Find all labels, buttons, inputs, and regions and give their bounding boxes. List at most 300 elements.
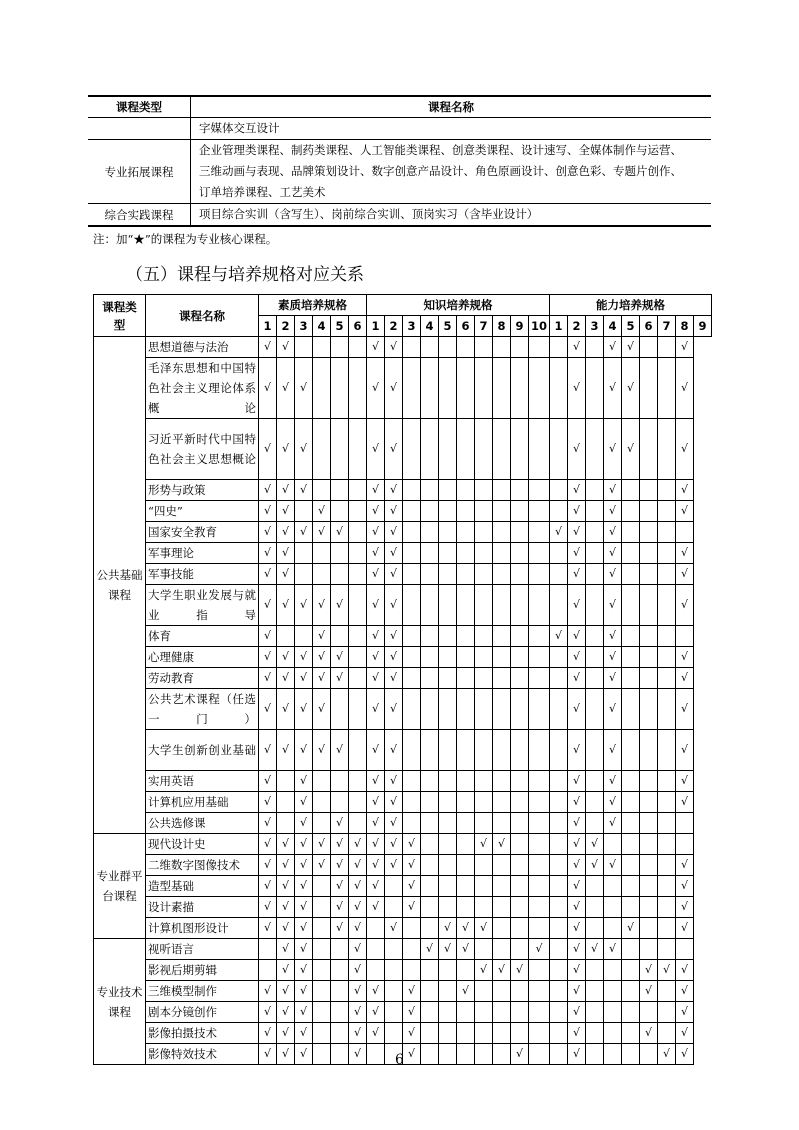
check-cell: [421, 358, 439, 419]
check-cell: √: [385, 918, 403, 939]
check-cell: √: [676, 337, 694, 358]
check-cell: [313, 897, 331, 918]
header-spec-number: 5: [439, 316, 457, 337]
header-spec-number: 1: [550, 316, 568, 337]
check-cell: [457, 358, 475, 419]
table-row: [94, 960, 712, 981]
check-cell: [439, 981, 457, 1002]
category-cell: 专业群平台课程: [94, 834, 146, 939]
check-cell: [550, 813, 568, 834]
check-cell: [439, 855, 457, 876]
check-cell: [622, 960, 640, 981]
check-cell: [622, 522, 640, 543]
table-row: [94, 543, 712, 564]
course-name: 计算机应用基础: [146, 792, 259, 813]
row-courses: [191, 204, 712, 227]
header-spec-number: 7: [658, 316, 676, 337]
check-cell: √: [568, 522, 586, 543]
check-cell: [676, 813, 694, 834]
check-cell: [349, 792, 367, 813]
check-cell: √: [385, 419, 403, 480]
check-cell: [421, 897, 439, 918]
check-cell: √: [676, 480, 694, 501]
check-cell: √: [676, 876, 694, 897]
check-cell: [586, 689, 604, 730]
check-cell: [640, 939, 658, 960]
header-spec-number: 9: [694, 316, 712, 337]
check-cell: [550, 730, 568, 771]
check-cell: [421, 668, 439, 689]
table-row: [94, 689, 712, 730]
course-name: 体育: [146, 626, 259, 647]
check-cell: [331, 501, 349, 522]
header-spec-number: 8: [676, 316, 694, 337]
check-cell: [403, 564, 421, 585]
check-cell: [349, 626, 367, 647]
check-cell: [622, 730, 640, 771]
check-cell: [550, 419, 568, 480]
course-name: 大学生创新创业基础: [146, 730, 259, 771]
check-cell: [493, 876, 511, 897]
check-cell: √: [259, 358, 277, 419]
check-cell: [550, 792, 568, 813]
check-cell: [622, 1023, 640, 1044]
check-cell: √: [277, 1023, 295, 1044]
check-cell: [658, 358, 676, 419]
course-name: 形势与政策: [146, 480, 259, 501]
check-cell: √: [475, 834, 493, 855]
check-cell: [586, 897, 604, 918]
check-cell: √: [277, 876, 295, 897]
check-cell: √: [568, 792, 586, 813]
check-cell: [313, 337, 331, 358]
check-cell: [550, 358, 568, 419]
check-cell: [421, 501, 439, 522]
check-cell: [511, 543, 529, 564]
check-cell: [349, 501, 367, 522]
check-cell: [622, 501, 640, 522]
check-cell: √: [568, 730, 586, 771]
check-cell: [457, 480, 475, 501]
check-cell: [367, 960, 385, 981]
check-cell: √: [367, 834, 385, 855]
check-cell: [640, 918, 658, 939]
header-group: 知识培养规格: [367, 295, 550, 316]
check-cell: [475, 689, 493, 730]
check-cell: [640, 543, 658, 564]
check-cell: √: [277, 543, 295, 564]
check-cell: [403, 501, 421, 522]
check-cell: [403, 813, 421, 834]
check-cell: √: [295, 730, 313, 771]
check-cell: [586, 480, 604, 501]
check-cell: √: [568, 876, 586, 897]
check-cell: √: [259, 918, 277, 939]
check-cell: [313, 876, 331, 897]
check-cell: [586, 876, 604, 897]
check-cell: √: [676, 689, 694, 730]
check-cell: [457, 1002, 475, 1023]
check-cell: [529, 543, 550, 564]
check-cell: √: [568, 543, 586, 564]
check-cell: [457, 585, 475, 626]
check-cell: √: [259, 834, 277, 855]
check-cell: [331, 419, 349, 480]
check-cell: [586, 626, 604, 647]
check-cell: [421, 813, 439, 834]
check-cell: √: [331, 522, 349, 543]
check-cell: √: [604, 855, 622, 876]
check-cell: √: [295, 419, 313, 480]
check-cell: [604, 1023, 622, 1044]
header-category: 课程类型: [94, 295, 146, 337]
check-cell: [331, 543, 349, 564]
check-cell: √: [568, 771, 586, 792]
check-cell: [313, 813, 331, 834]
check-cell: [550, 668, 568, 689]
check-cell: [313, 1002, 331, 1023]
check-cell: [421, 1002, 439, 1023]
check-cell: √: [295, 358, 313, 419]
check-cell: √: [349, 1023, 367, 1044]
check-cell: √: [349, 918, 367, 939]
check-cell: [622, 668, 640, 689]
check-cell: [658, 564, 676, 585]
check-cell: [421, 730, 439, 771]
check-cell: [529, 501, 550, 522]
check-cell: [658, 897, 676, 918]
check-cell: √: [259, 876, 277, 897]
check-cell: √: [403, 1002, 421, 1023]
table-row: [94, 647, 712, 668]
check-cell: √: [568, 668, 586, 689]
check-cell: [586, 564, 604, 585]
check-cell: [658, 771, 676, 792]
course-name: 剧本分镜创作: [146, 1002, 259, 1023]
table-row: [94, 522, 712, 543]
check-cell: [511, 792, 529, 813]
course-name: 习近平新时代中国特色社会主义思想概论: [146, 419, 259, 480]
check-cell: [493, 792, 511, 813]
course-name: 影像拍摄技术: [146, 1023, 259, 1044]
check-cell: √: [295, 1023, 313, 1044]
check-cell: [493, 981, 511, 1002]
check-cell: [511, 771, 529, 792]
check-cell: [493, 419, 511, 480]
check-cell: [277, 792, 295, 813]
check-cell: √: [367, 771, 385, 792]
table-row: [94, 337, 712, 358]
check-cell: [493, 358, 511, 419]
check-cell: √: [313, 585, 331, 626]
check-cell: [529, 626, 550, 647]
header-spec-number: 2: [277, 316, 295, 337]
check-cell: √: [385, 647, 403, 668]
check-cell: √: [295, 1002, 313, 1023]
check-cell: [586, 419, 604, 480]
check-cell: [403, 960, 421, 981]
check-cell: √: [604, 501, 622, 522]
check-cell: [493, 897, 511, 918]
check-cell: [658, 522, 676, 543]
check-cell: [640, 358, 658, 419]
course-name: 影像特效技术: [146, 1044, 259, 1065]
check-cell: [457, 730, 475, 771]
check-cell: [313, 480, 331, 501]
check-cell: [622, 813, 640, 834]
check-cell: [439, 585, 457, 626]
check-cell: √: [403, 834, 421, 855]
check-cell: [550, 834, 568, 855]
check-cell: √: [277, 522, 295, 543]
check-cell: [640, 897, 658, 918]
course-name: 军事技能: [146, 564, 259, 585]
check-cell: [313, 543, 331, 564]
check-cell: [604, 834, 622, 855]
check-cell: [277, 626, 295, 647]
check-cell: √: [259, 337, 277, 358]
check-cell: [511, 981, 529, 1002]
check-cell: √: [367, 730, 385, 771]
check-cell: √: [367, 876, 385, 897]
check-cell: [403, 358, 421, 419]
check-cell: [550, 981, 568, 1002]
check-cell: √: [367, 897, 385, 918]
check-cell: [493, 689, 511, 730]
check-cell: √: [403, 981, 421, 1002]
check-cell: [493, 813, 511, 834]
check-cell: √: [568, 626, 586, 647]
check-cell: [313, 419, 331, 480]
check-cell: [349, 337, 367, 358]
check-cell: √: [259, 897, 277, 918]
check-cell: [439, 730, 457, 771]
check-cell: [349, 358, 367, 419]
table-row: [94, 564, 712, 585]
check-cell: √: [676, 585, 694, 626]
check-cell: √: [349, 897, 367, 918]
check-cell: [439, 480, 457, 501]
check-cell: [313, 960, 331, 981]
check-cell: √: [331, 585, 349, 626]
course-name: 计算机图形设计: [146, 918, 259, 939]
header-spec-number: 5: [622, 316, 640, 337]
check-cell: √: [367, 1002, 385, 1023]
check-cell: [658, 501, 676, 522]
check-cell: √: [568, 689, 586, 730]
check-cell: [457, 564, 475, 585]
check-cell: [457, 337, 475, 358]
check-cell: [421, 337, 439, 358]
check-cell: [511, 626, 529, 647]
check-cell: [586, 585, 604, 626]
course-name: 军事理论: [146, 543, 259, 564]
check-cell: [658, 419, 676, 480]
check-cell: √: [313, 626, 331, 647]
check-cell: √: [367, 501, 385, 522]
check-cell: √: [604, 419, 622, 480]
check-cell: √: [568, 981, 586, 1002]
check-cell: √: [385, 564, 403, 585]
check-cell: [421, 522, 439, 543]
check-cell: [622, 564, 640, 585]
check-cell: √: [604, 689, 622, 730]
check-cell: [385, 897, 403, 918]
check-cell: √: [331, 855, 349, 876]
check-cell: [349, 813, 367, 834]
check-cell: [640, 792, 658, 813]
check-cell: √: [385, 585, 403, 626]
check-cell: [421, 792, 439, 813]
check-cell: [550, 876, 568, 897]
check-cell: √: [349, 876, 367, 897]
check-cell: √: [367, 337, 385, 358]
check-cell: [439, 960, 457, 981]
check-cell: √: [568, 358, 586, 419]
check-cell: [622, 626, 640, 647]
check-cell: [493, 543, 511, 564]
section-title: （五）课程与培养规格对应关系: [126, 265, 364, 285]
check-cell: [640, 771, 658, 792]
check-cell: √: [367, 647, 385, 668]
check-cell: [493, 771, 511, 792]
check-cell: √: [568, 1044, 586, 1065]
header-spec-number: 6: [457, 316, 475, 337]
check-cell: √: [277, 585, 295, 626]
course-name: 毛泽东思想和中国特色社会主义理论体系概论: [146, 358, 259, 419]
check-cell: [403, 668, 421, 689]
check-cell: √: [313, 647, 331, 668]
table-row: [94, 668, 712, 689]
check-cell: √: [676, 543, 694, 564]
check-cell: √: [403, 876, 421, 897]
header-name: 课程名称: [146, 295, 259, 337]
check-cell: √: [385, 501, 403, 522]
check-cell: √: [568, 855, 586, 876]
check-cell: [676, 522, 694, 543]
check-cell: √: [295, 771, 313, 792]
check-cell: √: [604, 543, 622, 564]
check-cell: √: [568, 897, 586, 918]
check-cell: [511, 876, 529, 897]
check-cell: √: [385, 358, 403, 419]
check-cell: [439, 543, 457, 564]
check-cell: [529, 960, 550, 981]
check-cell: √: [349, 834, 367, 855]
check-cell: √: [277, 918, 295, 939]
check-cell: [640, 689, 658, 730]
check-cell: [385, 1002, 403, 1023]
course-type-table: [88, 95, 711, 227]
check-cell: [511, 585, 529, 626]
check-cell: [457, 543, 475, 564]
check-cell: [511, 668, 529, 689]
check-cell: √: [331, 813, 349, 834]
course-line: 字媒体交互设计: [199, 121, 280, 135]
check-cell: √: [385, 834, 403, 855]
check-cell: [439, 771, 457, 792]
check-cell: √: [277, 647, 295, 668]
check-cell: [313, 564, 331, 585]
check-cell: √: [604, 564, 622, 585]
check-cell: [439, 1023, 457, 1044]
check-cell: [493, 522, 511, 543]
check-cell: [457, 771, 475, 792]
check-cell: [385, 876, 403, 897]
check-cell: [403, 419, 421, 480]
check-cell: [493, 585, 511, 626]
check-cell: √: [568, 585, 586, 626]
check-cell: √: [367, 419, 385, 480]
check-cell: [586, 647, 604, 668]
check-cell: √: [403, 855, 421, 876]
check-cell: [640, 522, 658, 543]
check-cell: [475, 939, 493, 960]
check-cell: √: [385, 771, 403, 792]
check-cell: [313, 939, 331, 960]
check-cell: √: [385, 543, 403, 564]
check-cell: √: [604, 771, 622, 792]
check-cell: [529, 876, 550, 897]
check-cell: [403, 792, 421, 813]
check-cell: √: [277, 897, 295, 918]
check-cell: [586, 792, 604, 813]
check-cell: [439, 897, 457, 918]
check-cell: [475, 647, 493, 668]
table-row: [94, 813, 712, 834]
check-cell: √: [568, 813, 586, 834]
check-cell: [439, 501, 457, 522]
check-cell: √: [367, 813, 385, 834]
check-cell: √: [259, 668, 277, 689]
check-cell: √: [568, 918, 586, 939]
check-cell: √: [259, 689, 277, 730]
check-cell: [604, 897, 622, 918]
check-cell: √: [313, 689, 331, 730]
check-cell: [421, 626, 439, 647]
check-cell: [439, 813, 457, 834]
check-cell: √: [550, 522, 568, 543]
check-cell: √: [295, 647, 313, 668]
check-cell: √: [313, 522, 331, 543]
course-name: 公共选修课: [146, 813, 259, 834]
check-cell: √: [604, 792, 622, 813]
check-cell: √: [277, 337, 295, 358]
check-cell: [529, 771, 550, 792]
check-cell: √: [277, 855, 295, 876]
check-cell: √: [676, 730, 694, 771]
check-cell: [658, 918, 676, 939]
check-cell: [511, 501, 529, 522]
check-cell: √: [604, 730, 622, 771]
check-cell: √: [622, 918, 640, 939]
check-cell: [295, 337, 313, 358]
check-cell: √: [295, 585, 313, 626]
check-cell: [529, 419, 550, 480]
check-cell: √: [259, 792, 277, 813]
course-name: 实用英语: [146, 771, 259, 792]
course-name: 设计素描: [146, 897, 259, 918]
check-cell: [457, 647, 475, 668]
check-cell: [640, 585, 658, 626]
check-cell: [331, 981, 349, 1002]
check-cell: [511, 337, 529, 358]
check-cell: [475, 855, 493, 876]
check-cell: [493, 1002, 511, 1023]
page-number: 6: [395, 1052, 404, 1068]
check-cell: [439, 689, 457, 730]
check-cell: [529, 480, 550, 501]
